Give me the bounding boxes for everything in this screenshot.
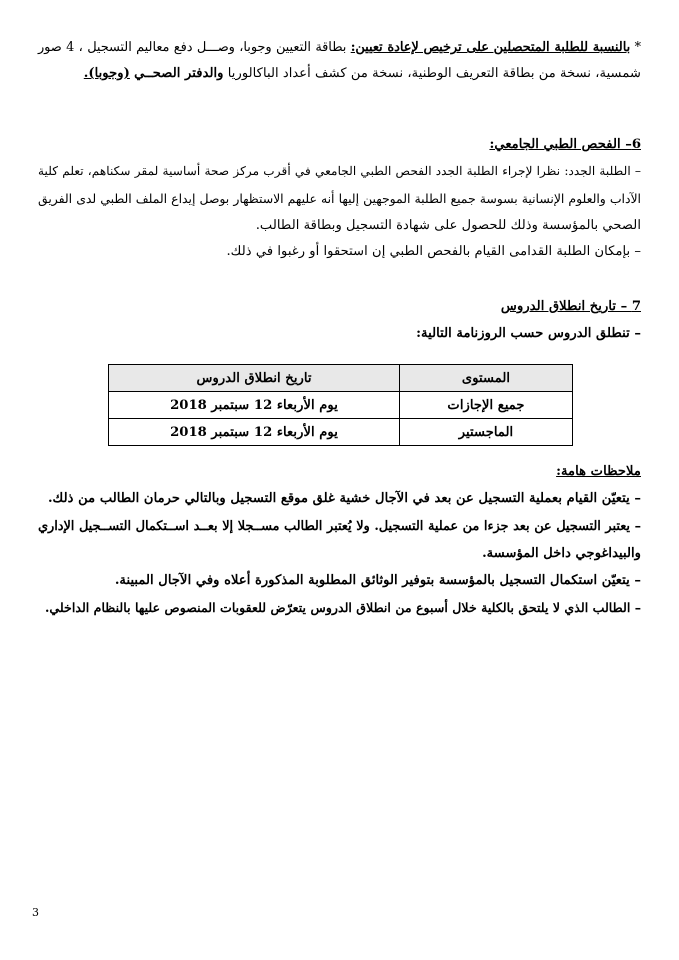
intro-line-1 [38,38,641,58]
intro-mandatory: (وجوبا). [83,66,130,81]
table-header-start-date: تاريخ انطلاق الدروس [109,365,400,392]
page-number: 3 [32,906,39,919]
bullet-star: * [634,40,641,55]
table-row [109,392,573,419]
intro-line-2 [38,64,641,84]
intro-bold-lead: بالنسبة للطلبة المتحصلين على ترخيص لإعادة تعيين: [350,40,631,55]
table-row [109,419,573,446]
section-6-p1-line-2: الآداب والعلوم الإنسانية بسوسة جميع الطلبة الموجهين إليها أنه عليهم الاستظهار بوصل إيداع الملف الطبي لدى الفريق [38,191,641,206]
section-6-p1-line-1: – الطلبة الجدد: نظرا لإجراء الطلبة الجدد الفحص الطبي الجامعي في أقرب مركز صحة أساسية لمقر سكناهم، تعلم كلية [38,164,641,178]
table-cell-level: جميع الإجازات [400,392,573,419]
table-cell-level: الماجستير [400,419,573,446]
note-4: – الطالب الذي لا يلتحق بالكلية خلال أسبوع من انطلاق الدروس يتعرّض للعقوبات المنصوص عليها بالنظام الداخلي. [45,600,641,615]
table-cell-date: يوم الأربعاء 12 سبتمبر 2018 [109,419,400,446]
note-2-line-2: والبيداغوجي داخل المؤسسة. [482,546,641,561]
table-header-level: المستوى [400,365,573,392]
section-7-heading: 7 – تاريخ انطلاق الدروس [500,299,641,314]
intro-line-1-rest: بطاقة التعيين وجوبا، وصـــل دفع معاليم التسجيل ، 4 صور [38,40,347,55]
intro-line-2-plain: شمسية، نسخة من بطاقة التعريف الوطنية، نسخة من كشف أعداد الباكالوريا [227,66,641,81]
section-6-heading: 6– الفحص الطبي الجامعي: [489,137,641,152]
table-cell-date: يوم الأربعاء 12 سبتمبر 2018 [109,392,400,419]
note-3: – يتعيّن استكمال التسجيل بالمؤسسة بتوفير الوثائق المطلوبة المذكورة أعلاه وفي الآجال المبينة. [114,573,641,588]
note-1: – يتعيّن القيام بعملية التسجيل عن بعد في الآجال خشية غلق موقع التسجيل وبالتالي حرمان الطالب من ذلك. [47,491,641,506]
intro-medical-booklet: والدفتر الصحــي [134,66,224,81]
section-6-p1-line-3: الصحي بالمؤسسة وذلك للحصول على شهادة التسجيل وبطاقة الطالب. [255,218,641,233]
table-header-row [109,365,573,392]
section-6-p2: – بإمكان الطلبة القدامى القيام بالفحص الطبي إن استحقوا أو رغبوا في ذلك. [226,244,641,259]
notes-heading: ملاحظات هامة: [556,464,641,479]
note-2-line-1: – يعتبر التسجيل عن بعد جزءا من عملية التسجيل. ولا يُعتبر الطالب مســجلا إلا بعــد اســتكمال التســجيل الإداري [38,519,641,534]
section-7-intro: – تنطلق الدروس حسب الروزنامة التالية: [416,326,641,341]
schedule-table [108,364,573,446]
